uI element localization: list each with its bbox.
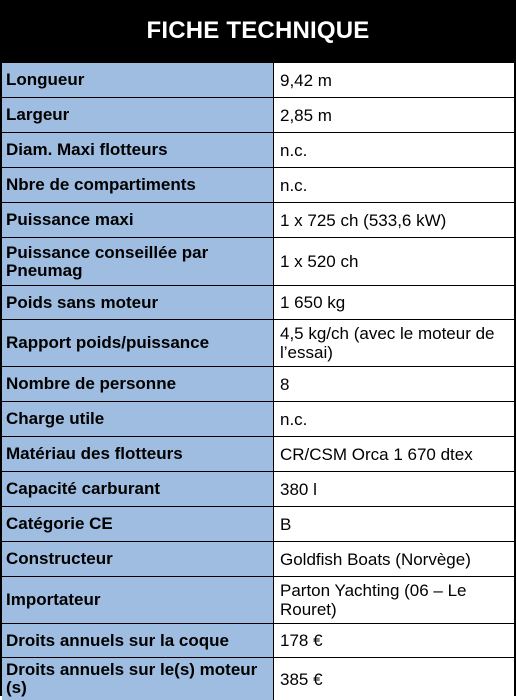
table-row-droits-coque xyxy=(2,623,514,657)
row-value: 380 l xyxy=(274,472,514,506)
row-value: Parton Yachting (06 – Le Rouret) xyxy=(274,577,514,623)
row-label: Constructeur xyxy=(2,542,274,576)
row-value: n.c. xyxy=(274,133,514,167)
row-label: Puissance conseillée par Pneumag xyxy=(2,238,274,285)
table-row-materiau-flotteurs xyxy=(2,436,514,471)
row-value: 1 650 kg xyxy=(274,286,514,319)
row-value: Goldfish Boats (Norvège) xyxy=(274,542,514,576)
table-row-rapport-poids-puissance xyxy=(2,319,514,366)
table-row-poids-sans-moteur xyxy=(2,285,514,319)
row-label: Nombre de personne xyxy=(2,367,274,401)
row-label: Largeur xyxy=(2,98,274,132)
table-row-droits-moteur xyxy=(2,657,514,700)
table-row-capacite-carburant xyxy=(2,471,514,506)
row-value: n.c. xyxy=(274,402,514,436)
sheet-title: FICHE TECHNIQUE xyxy=(2,2,514,62)
row-label: Diam. Maxi flotteurs xyxy=(2,133,274,167)
table-row-nombre-personne xyxy=(2,366,514,401)
row-label: Catégorie CE xyxy=(2,507,274,541)
row-value: 8 xyxy=(274,367,514,401)
row-value: 2,85 m xyxy=(274,98,514,132)
row-label: Puissance maxi xyxy=(2,203,274,237)
table-row-charge-utile xyxy=(2,401,514,436)
table-row-puissance-maxi xyxy=(2,202,514,237)
row-value: 9,42 m xyxy=(274,63,514,97)
table-row-largeur xyxy=(2,97,514,132)
row-label: Rapport poids/puissance xyxy=(2,320,274,366)
row-value: 385 € xyxy=(274,658,514,700)
row-value: B xyxy=(274,507,514,541)
table-row-diam-maxi-flotteurs xyxy=(2,132,514,167)
row-label: Charge utile xyxy=(2,402,274,436)
table-row-importateur xyxy=(2,576,514,623)
row-value: 4,5 kg/ch (avec le moteur de l’essai) xyxy=(274,320,514,366)
row-value: 1 x 520 ch xyxy=(274,238,514,285)
row-label: Longueur xyxy=(2,63,274,97)
row-label: Poids sans moteur xyxy=(2,286,274,319)
row-label: Capacité carburant xyxy=(2,472,274,506)
row-label: Importateur xyxy=(2,577,274,623)
table-row-puissance-conseillee xyxy=(2,237,514,285)
row-value: 178 € xyxy=(274,624,514,657)
table-row-longueur xyxy=(2,62,514,97)
row-label: Droits annuels sur le(s) moteur (s) xyxy=(2,658,274,700)
row-value: CR/CSM Orca 1 670 dtex xyxy=(274,437,514,471)
table-row-constructeur xyxy=(2,541,514,576)
row-label: Nbre de compartiments xyxy=(2,168,274,202)
row-value: n.c. xyxy=(274,168,514,202)
row-label: Matériau des flotteurs xyxy=(2,437,274,471)
table-row-categorie-ce xyxy=(2,506,514,541)
row-label: Droits annuels sur la coque xyxy=(2,624,274,657)
row-value: 1 x 725 ch (533,6 kW) xyxy=(274,203,514,237)
table-row-nbre-compartiments xyxy=(2,167,514,202)
